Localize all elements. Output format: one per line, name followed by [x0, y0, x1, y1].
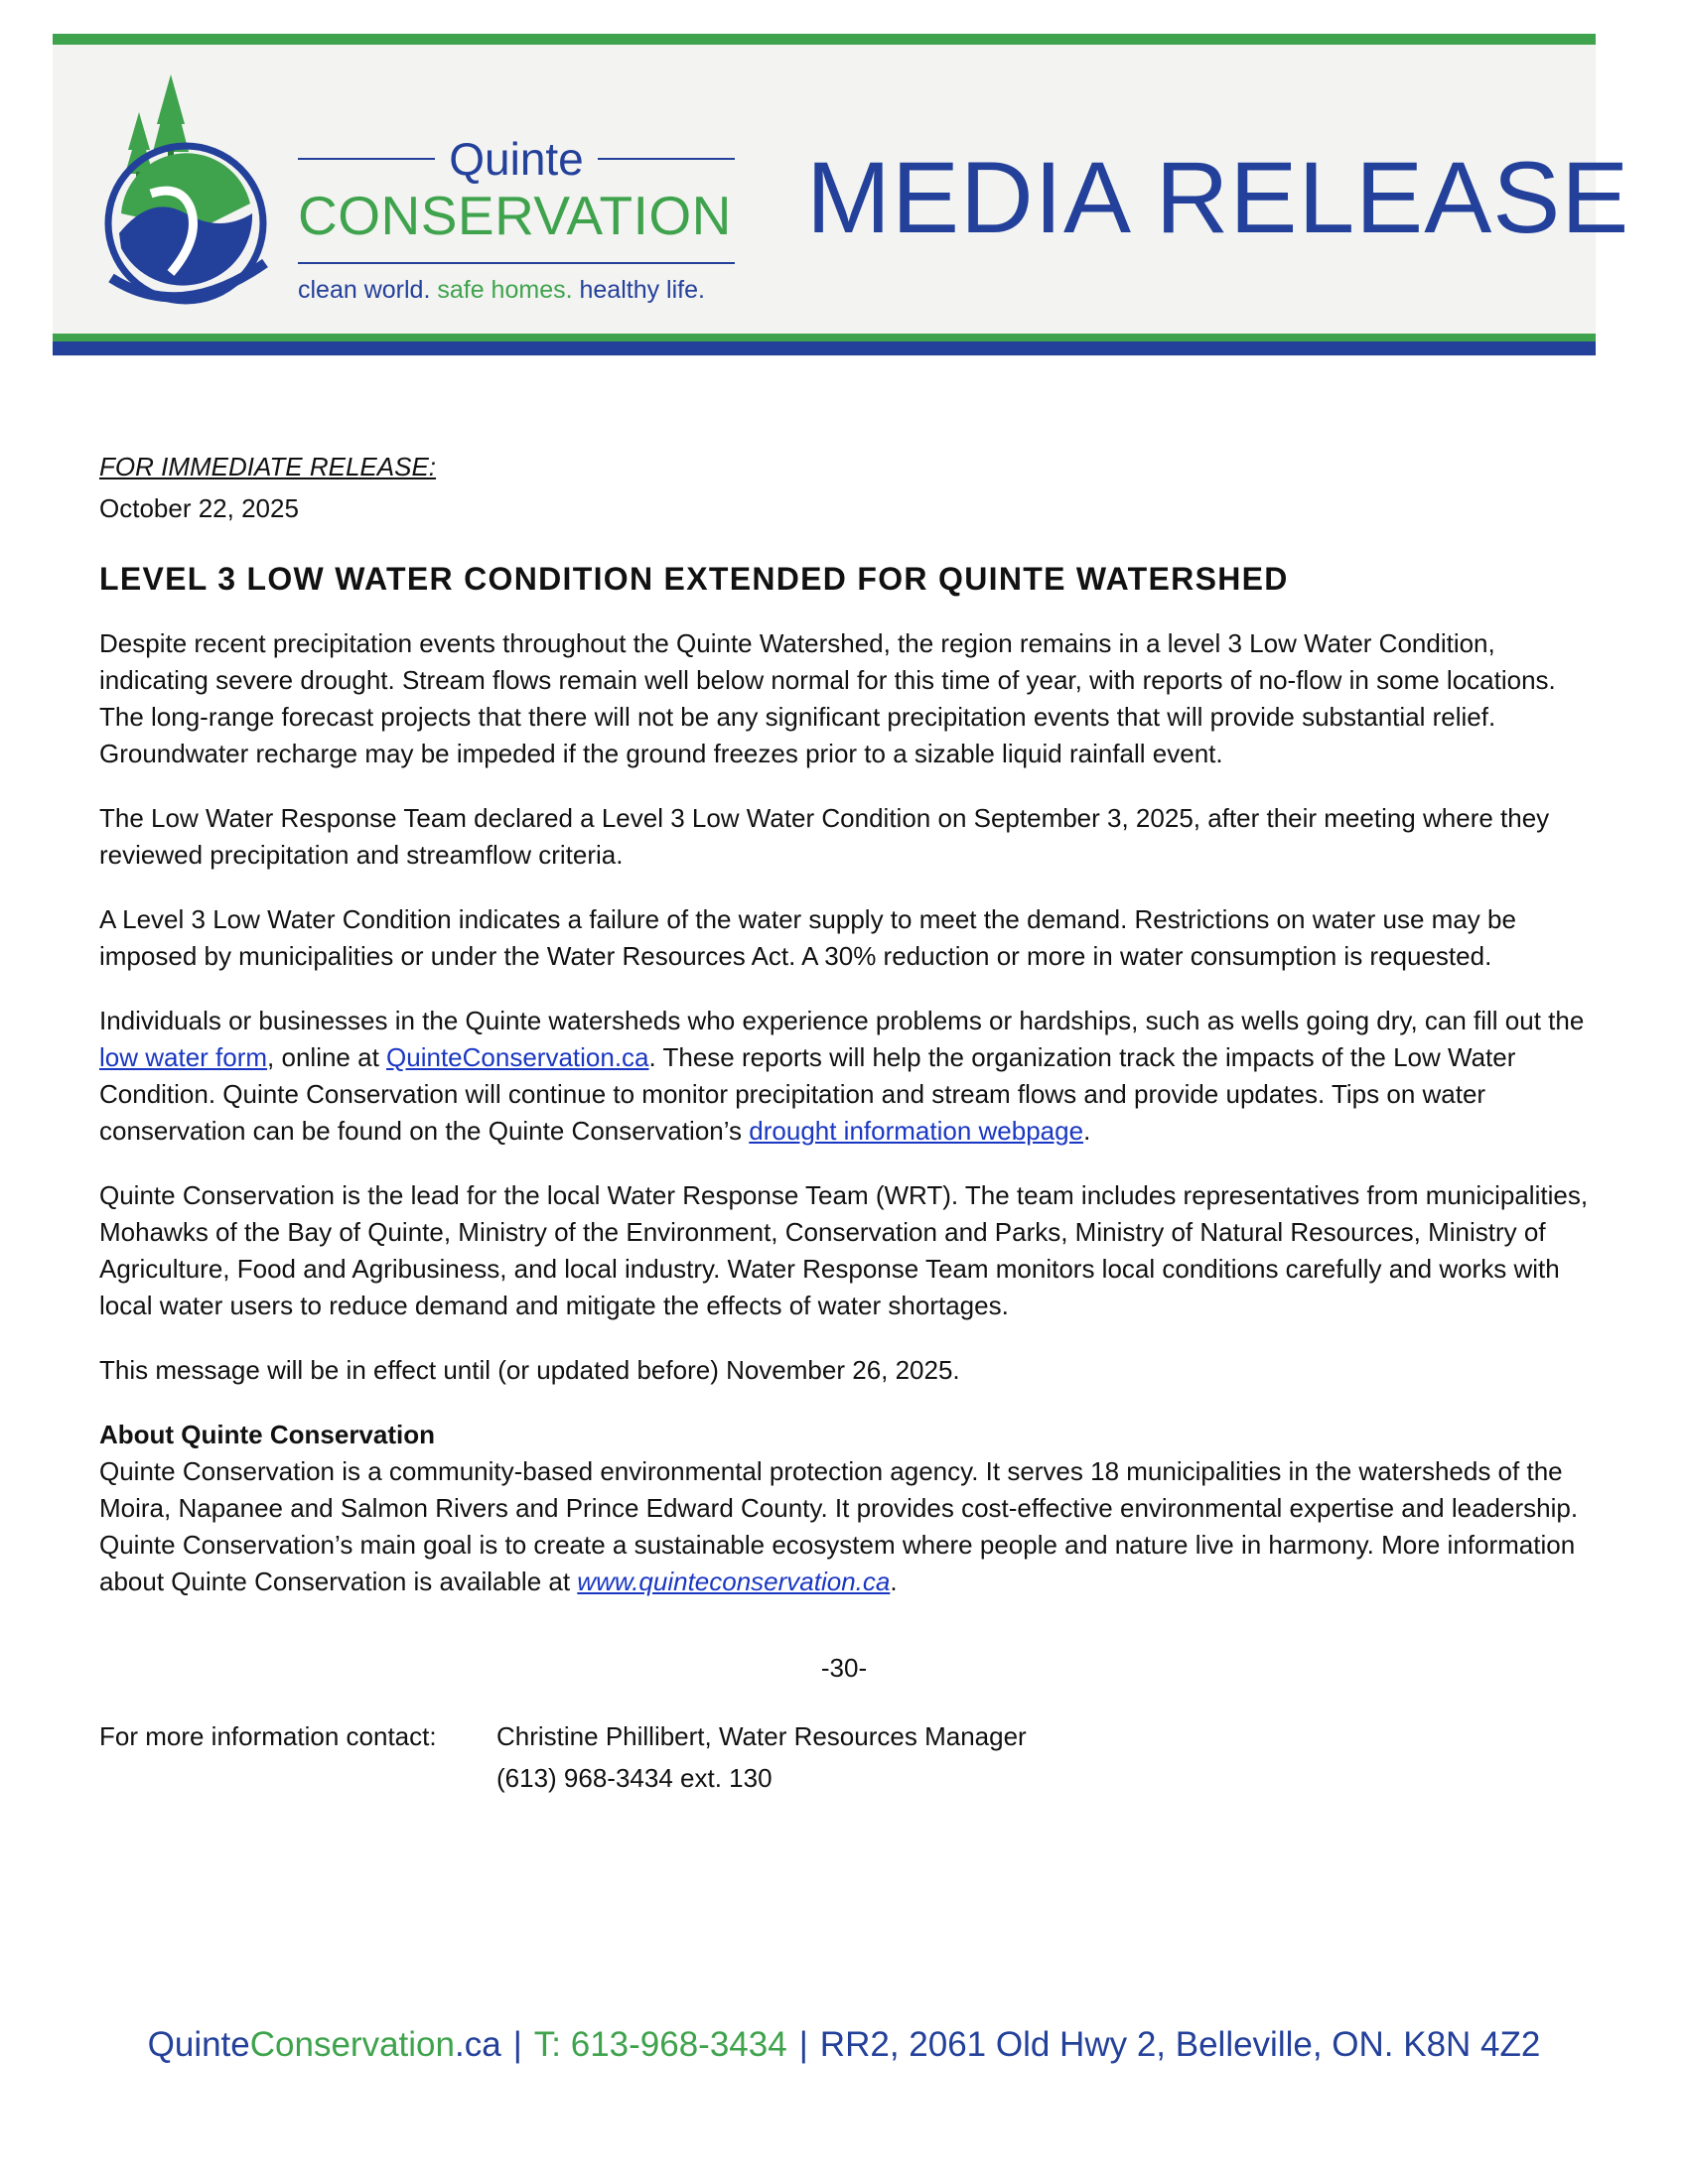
header-bottom-blue-stripe [53, 341, 1596, 355]
about-body-tail: . [890, 1567, 898, 1596]
brand-name-conservation: CONSERVATION [298, 185, 732, 246]
end-mark: -30- [820, 1653, 868, 1683]
paragraph-4-text-4: . [1083, 1116, 1091, 1146]
paragraph-4-text-1: Individuals or businesses in the Quinte watersheds who experience problems or hardships, such as wells going dry, can fill out the [99, 1006, 1585, 1035]
footer [0, 2025, 1688, 2065]
contact-name: Christine Phillibert, Water Resources Manager [496, 1721, 1027, 1751]
about-title: About Quinte Conservation [99, 1420, 435, 1449]
tagline-part-2: safe homes. [437, 276, 573, 304]
quinte-conservation-link[interactable]: QuinteConservation.ca [386, 1042, 649, 1072]
tagline-part-3: healthy life. [579, 276, 705, 304]
paragraph-2: The Low Water Response Team declared a Level 3 Low Water Condition on September 3, 2025, after their meeting where they reviewed precipitation and streamflow criteria. [99, 803, 1550, 870]
paragraph-6: This message will be in effect until (or updated before) November 26, 2025. [99, 1355, 960, 1385]
footer-separator-1: | [512, 2025, 522, 2064]
footer-site-a: Quinte [147, 2025, 250, 2064]
footer-address: RR2, 2061 Old Hwy 2, Belleville, ON. K8N 4Z2 [819, 2025, 1541, 2064]
paragraph-4 [99, 1003, 1589, 1150]
brand-rule-left [298, 158, 435, 160]
footer-site[interactable] [148, 2025, 501, 2064]
header-bottom-green-stripe [53, 334, 1596, 341]
brand-quinte-text: Quinte [449, 133, 584, 185]
footer-separator-2: | [798, 2025, 808, 2064]
brand-rule-right [598, 158, 735, 160]
footer-site-b: Conservation [249, 2025, 455, 2064]
drought-information-link[interactable]: drought information webpage [749, 1116, 1084, 1146]
page-title: LEVEL 3 LOW WATER CONDITION EXTENDED FOR QUINTE WATERSHED [99, 561, 1289, 597]
release-label: FOR IMMEDIATE RELEASE: [99, 452, 437, 481]
paragraph-4-text-2: , online at [267, 1042, 387, 1072]
brand-tagline [298, 278, 705, 303]
footer-site-c: .ca [454, 2025, 501, 2064]
about-body-text: Quinte Conservation is a community-based environmental protection agency. It serves 18 municipalities in the watersheds of the Moira, Napanee and Salmon Rivers and Prince Edward County. It provides cost-effective environmental expertise and leadership. Quinte Conservation’s main goal is to create a sustainable ecosystem where people and nature live in harmony. More information about Quinte Conservation is available at [99, 1456, 1579, 1596]
brand-name-quinte [298, 134, 735, 184]
release-content [99, 449, 1589, 1798]
paragraph-4-text-3: . These reports will help the organization track the impacts of the Low Water Condition. Quinte Conservation will continue to monitor precipitation and stream flows and provide updates. Tips on water conservation can be found on the Quinte Conservation’s [99, 1042, 1516, 1146]
low-water-form-link[interactable]: low water form [99, 1042, 268, 1072]
quinte-conservation-logo-icon [91, 74, 280, 323]
media-release-title: MEDIA RELEASE [806, 141, 1630, 254]
brand-divider [298, 262, 735, 264]
header-top-stripe [53, 34, 1596, 45]
footer-phone: T: 613-968-3434 [533, 2025, 787, 2064]
about-body [99, 1453, 1589, 1600]
tagline-part-1: clean world. [298, 276, 431, 304]
paragraph-3: A Level 3 Low Water Condition indicates a failure of the water supply to meet the demand. Restrictions on water use may be imposed by municipalities or under the Water Resources Act. A 30% reduction or more in water consumption is requested. [99, 904, 1516, 971]
release-date: October 22, 2025 [99, 493, 299, 523]
contact-block [99, 1718, 1589, 1798]
contact-phone: (613) 968-3434 ext. 130 [496, 1763, 773, 1793]
website-link[interactable]: www.quinteconservation.ca [577, 1567, 891, 1596]
paragraph-5: Quinte Conservation is the lead for the local Water Response Team (WRT). The team includes representatives from municipalities, Mohawks of the Bay of Quinte, Ministry of the Environment, Conservation and Parks, Ministry of Natural Resources, Ministry of Agriculture, Food and Agribusiness, and local industry. Water Response Team monitors local conditions carefully and works with local water users to reduce demand and mitigate the effects of water shortages. [99, 1180, 1589, 1320]
paragraph-1: Despite recent precipitation events throughout the Quinte Watershed, the region remains in a level 3 Low Water Condition, indicating severe drought. Stream flows remain well below normal for this time of year, with reports of no-flow in some locations. The long-range forecast projects that there will not be any significant precipitation events that will provide substantial relief. Groundwater recharge may be impeded if the ground freezes prior to a sizable liquid rainfall event. [99, 628, 1556, 768]
contact-label: For more information contact: [99, 1721, 437, 1751]
